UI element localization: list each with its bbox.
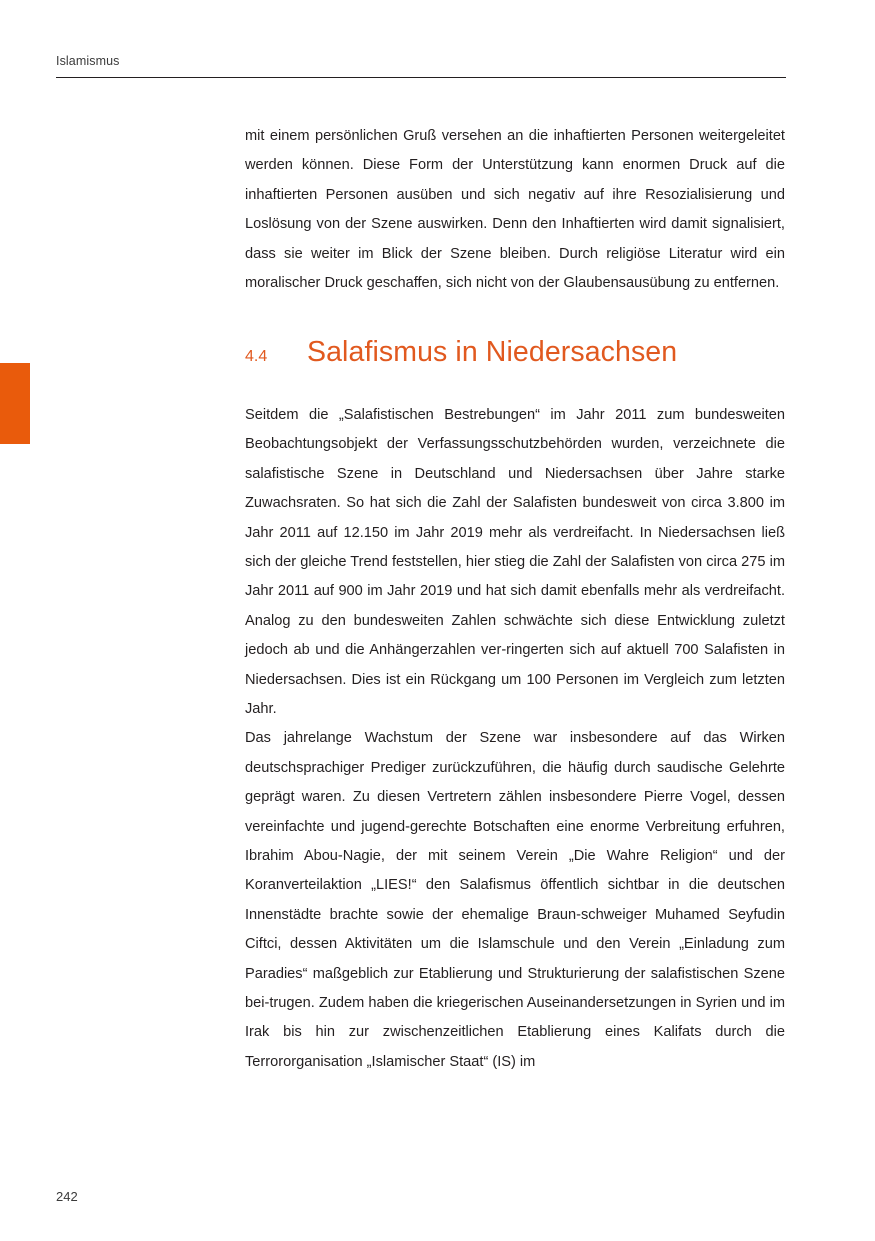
section-title: Salafismus in Niedersachsen bbox=[307, 336, 678, 369]
header-rule-divider bbox=[56, 77, 786, 78]
text-column bbox=[245, 122, 785, 1077]
running-head-label: Islamismus bbox=[56, 54, 120, 68]
section-heading bbox=[245, 338, 785, 367]
paragraph-prediger: Das jahrelange Wachstum der Szene war insbesondere auf das Wirken deutschsprachiger Prediger zurückzuführen, die häufig durch saudische Gelehrte geprägt waren. Zu diesen Vertretern zählen insbesondere Pierre Vogel, dessen vereinfachte und jugend-gerechte Botschaften eine enorme Verbreitung erfuhren, Ibrahim Abou-Nagie, der mit seinem Verein „Die Wahre Religion“ und der Koranverteilaktion „LIES!“ den Salafismus öffentlich sichtbar in die deutschen Innenstädte brachte sowie der ehemalige Braun-schweiger Muhamed Seyfudin Ciftci, dessen Aktivitäten um die Islamschule und den Verein „Einladung zum Paradies“ maßgeblich zur Etablierung und Strukturierung der salafistischen Szene bei-trugen. Zudem haben die kriegerischen Auseinandersetzungen in Syrien und im Irak bis hin zur zwischenzeitlichen Etablierung eines Kalifats durch die Terrororganisation „Islamischer Staat“ (IS) im bbox=[245, 730, 785, 1070]
page-number: 242 bbox=[56, 1189, 78, 1204]
section-number: 4.4 bbox=[245, 348, 268, 366]
chapter-thumb-tab bbox=[0, 363, 30, 444]
paragraph-salafismus-zahlen: Seitdem die „Salafistischen Bestrebungen“ im Jahr 2011 zum bundesweiten Beobachtungsobjekt der Verfassungsschutzbehörden wurden, verzeichnete die salafistische Szene in Deutschland und Niedersachsen über Jahre starke Zuwachsraten. So hat sich die Zahl der Salafisten bundesweit von circa 3.800 im Jahr 2011 auf 12.150 im Jahr 2019 mehr als verdreifacht. In Niedersachsen ließ sich der gleiche Trend feststellen, hier stieg die Zahl der Salafisten von circa 275 im Jahr 2011 auf 900 im Jahr 2019 und hat sich damit ebenfalls mehr als verdreifacht. Analog zu den bundesweiten Zahlen schwächte sich diese Entwicklung zuletzt jedoch ab und die Anhängerzahlen ver-ringerten sich auf aktuell 700 Salafisten in Niedersachsen. Dies ist ein Rückgang um 100 Personen im Vergleich zum letzten Jahr. bbox=[245, 406, 785, 717]
running-head bbox=[56, 53, 786, 69]
paragraph-intro: mit einem persönlichen Gruß versehen an die inhaftierten Personen weitergeleitet werden können. Diese Form der Unterstützung kann enormen Druck auf die inhaftierten Personen ausüben und sich negativ auf ihre Resozialisierung und Loslösung von der Szene auswirken. Denn den Inhaftierten wird damit signalisiert, dass sie weiter im Blick der Szene bleiben. Durch religiöse Literatur wird ein moralischer Druck geschaffen, sich nicht von der Glaubensausübung zu entfernen. bbox=[245, 128, 785, 292]
